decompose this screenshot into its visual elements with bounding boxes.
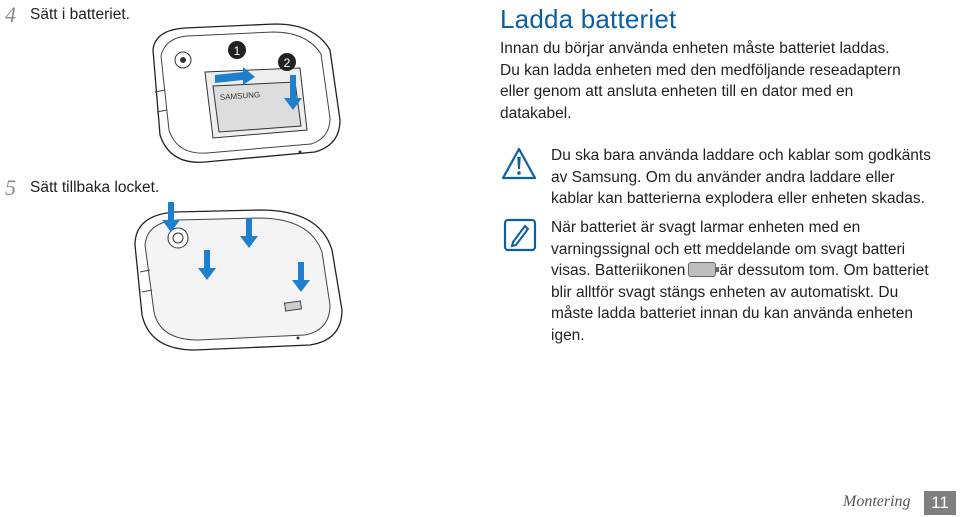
battery-empty-icon xyxy=(688,262,716,277)
footer-section: Montering xyxy=(843,493,911,510)
battery-label: SAMSUNG xyxy=(219,90,261,102)
svg-text:1: 1 xyxy=(233,44,241,58)
battery-insert-illustration xyxy=(125,20,355,170)
warning-text: Du ska bara använda laddare och kablar som godkänts av Samsung. Om du använder andra laddare eller kablar kan batterierna explodera eller enheten skadas. xyxy=(551,147,931,207)
step-text: Sätt tillbaka locket. xyxy=(30,179,160,196)
back-cover-illustration xyxy=(120,190,360,355)
note-text: När batteriet är svagt larmar enheten med en varningssignal och ett meddelande om svagt batteri visas. Batteriikonen är dessutom tom. Om batteriet blir alltför svagt stängs enheten av automatiskt. Du måste ladda batteriet innan du kan använda enheten igen. xyxy=(551,219,929,344)
step-number: 5 xyxy=(5,175,16,200)
step-text: Sätt i batteriet. xyxy=(30,6,130,23)
section-title: Ladda batteriet xyxy=(500,4,677,34)
warning-icon xyxy=(501,147,537,181)
step-number: 4 xyxy=(5,2,16,27)
intro-text: Innan du börjar använda enheten måste batteriet laddas. Du kan ladda enheten med den medföljande reseadaptern eller genom att ansluta enheten till en dator med en datakabel. xyxy=(500,40,901,122)
page-number: 11 xyxy=(924,491,956,515)
svg-text:2: 2 xyxy=(283,56,291,70)
note-icon xyxy=(503,218,537,252)
